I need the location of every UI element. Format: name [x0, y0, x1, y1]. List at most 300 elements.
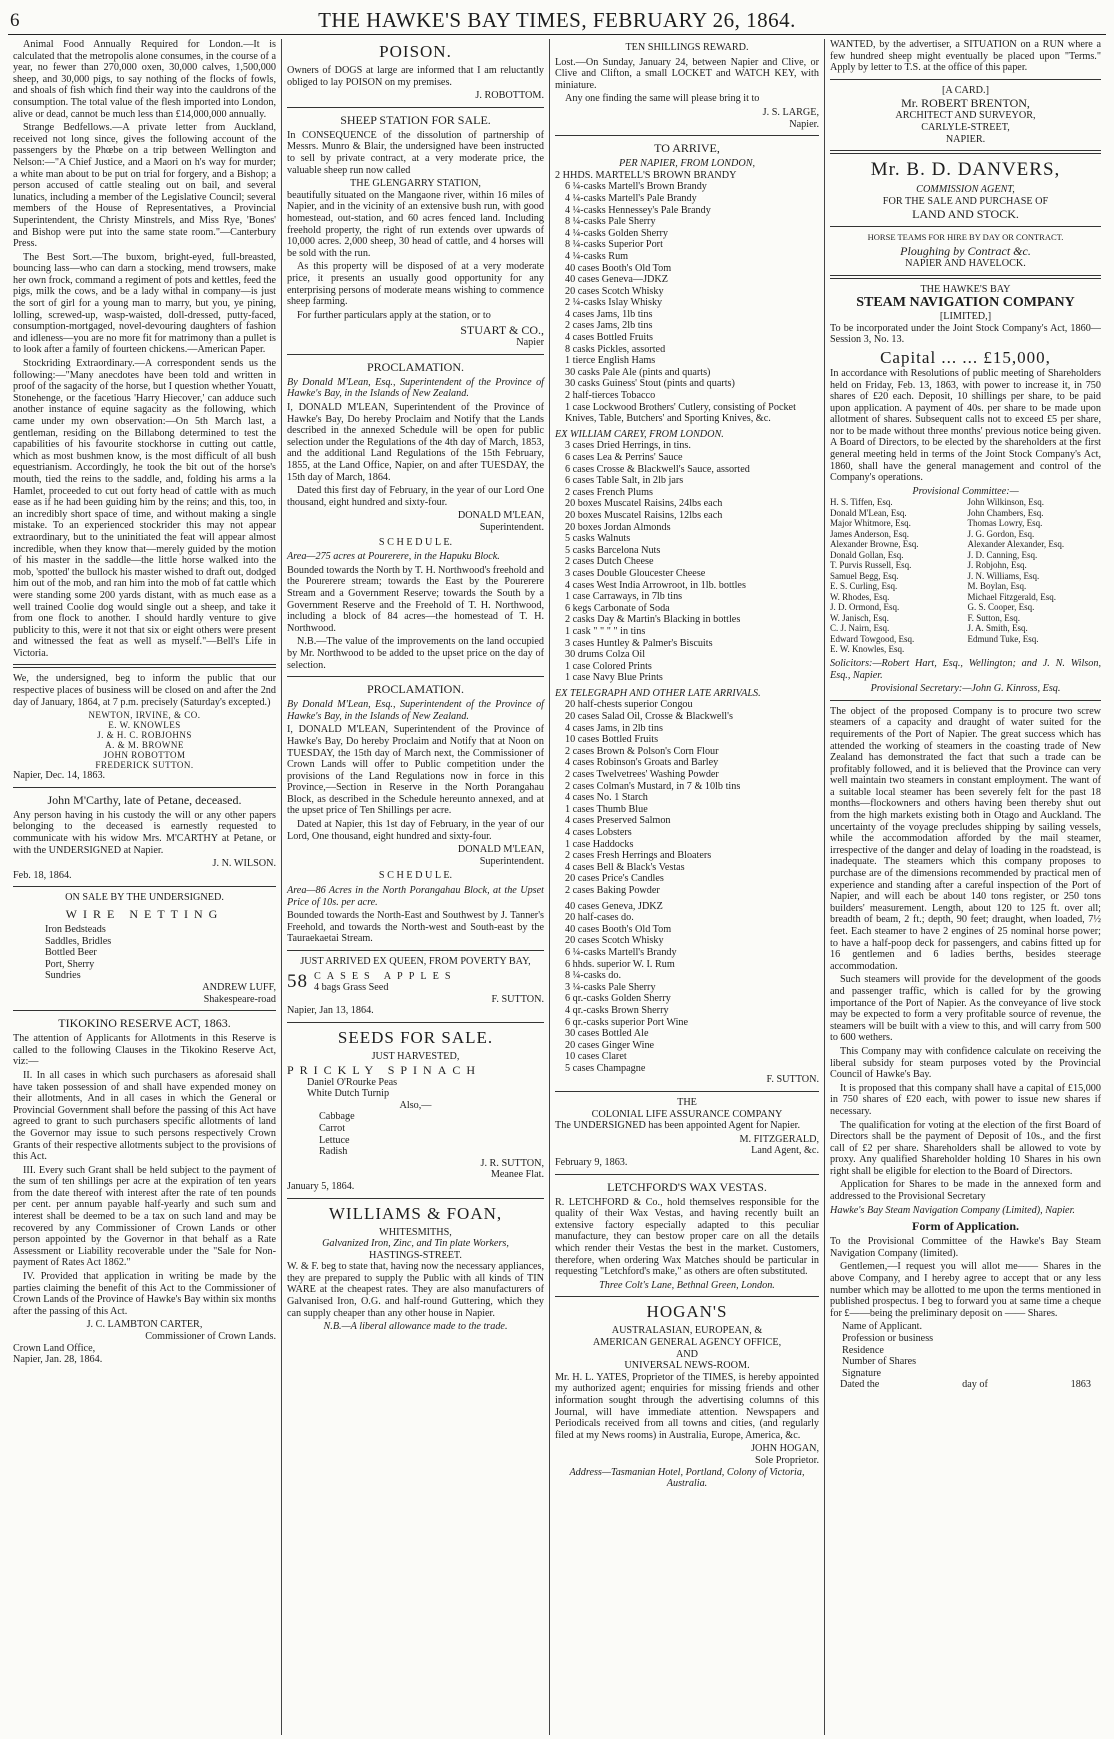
- hogan-title: Sole Proprietor.: [755, 1454, 819, 1466]
- onsale-signature: ANDREW LUFF,: [202, 981, 276, 993]
- list-item: 30 drums Colza Oil: [565, 649, 646, 661]
- divider: [830, 150, 1101, 154]
- list-item: 8 ¼-casks Pale Sherry: [565, 216, 656, 228]
- seeds-spinach: PRICKLY SPINACH: [287, 1062, 482, 1077]
- list-item: 5 casks Walnuts: [565, 533, 631, 545]
- schedule-1-heading: S C H E D U L E.: [378, 536, 453, 548]
- notice-date: Napier, Dec. 14, 1863.: [13, 770, 106, 782]
- list-item: 1 case Colored Prints: [565, 660, 652, 672]
- steam-object-5: The qualification for voting at the election of the first Board of Directors shall be the payment of Deposit of 10s., and the first call of £2 per share. Shareholders shall be allowed to vote by proxy. Any qualified Shareholder holding 10 Shares in his own right shall be eligible for election to the Board of Directors.: [830, 1119, 1101, 1177]
- divider: [287, 354, 544, 355]
- column-1: [8, 39, 282, 1735]
- arrive-heading: TO ARRIVE,: [654, 141, 720, 156]
- form-heading: Form of Application.: [912, 1219, 1019, 1234]
- list-item: Michael Fitzgerald, Esq.: [967, 591, 1056, 602]
- list-item: 2 casks Day & Martin's Blacking in bottles: [565, 614, 741, 626]
- divider: [555, 135, 819, 136]
- provisional-heading: Provisional Committee:—: [912, 485, 1019, 497]
- hogan-sub-1: AUSTRALASIAN, EUROPEAN, &: [611, 1325, 763, 1337]
- list-item: Saddles, Bridles: [45, 935, 112, 947]
- hogan-sub-3: AND: [675, 1348, 699, 1360]
- divider: [13, 664, 276, 668]
- carey-list: [555, 440, 819, 683]
- provisional-secretary: Provisional Secretary:—John G. Kinross, Esq.: [870, 683, 1061, 695]
- proclamation-2-title: Superintendent.: [479, 855, 544, 867]
- arrive-list: [555, 181, 819, 424]
- list-item: Major Whitmore, Esq.: [830, 518, 911, 529]
- list-item: J. G. Gordon, Esq.: [967, 528, 1035, 539]
- signer: J. & H. C. ROBJOHNS: [97, 730, 192, 741]
- list-item: 20 boxes Muscatel Raisins, 12lbs each: [565, 509, 723, 521]
- list-item: T. Purvis Russell, Esq.: [830, 560, 912, 571]
- list-item: J. Robjohn, Esq.: [967, 560, 1027, 571]
- list-item: 1 case Haddocks: [565, 838, 634, 850]
- danvers-places: NAPIER AND HAVELOCK.: [905, 257, 1026, 269]
- list-item: E. S. Curling, Esq.: [830, 581, 898, 592]
- seeds-list: [287, 1077, 544, 1100]
- divider: [13, 886, 276, 887]
- danvers-horse-teams: HORSE TEAMS FOR HIRE BY DAY OR CONTRACT.: [867, 232, 1064, 243]
- hogan-body: Mr. H. L. YATES, Proprietor of the TIMES, is hereby appointed my authorized agent; enquiries for missing friends and other information sought through the advertising columns of this Journal, will have immediate attention. Newspapers and Periodicals received from all towns and cities, (and regularly filed at my News rooms) in Australia, Europe, America, &c.: [555, 1371, 819, 1441]
- steam-limited: [LIMITED,]: [939, 311, 992, 323]
- columns: [8, 39, 1106, 1735]
- divider: [13, 1010, 276, 1011]
- form-dated: Dated the: [840, 1379, 880, 1391]
- list-item: 5 casks Barcelona Nuts: [565, 544, 661, 556]
- proclamation-1-heading: PROCLAMATION.: [366, 359, 464, 374]
- steam-the: THE HAWKE'S BAY: [920, 283, 1011, 295]
- form-dated-row: [830, 1379, 1101, 1391]
- telegraph-list-2: [555, 901, 819, 1075]
- list-item: W. Janisch, Esq.: [830, 612, 889, 623]
- list-item: 6 qr.-casks Golden Sherry: [565, 993, 671, 1005]
- danvers-ploughing: Ploughing by Contract &c.: [900, 243, 1031, 258]
- onsale-heading: ON SALE BY THE UNDERSIGNED.: [65, 892, 224, 904]
- article-bedfellows: Strange Bedfellows.—A private letter from Auckland, received not long since, gives the following account of the passengers by the Phœbe on a trip between Wellington and Nelson:—"A Chief Justice, and a Maori on h's way for murder; a white man about to be put on trial for forgery, and a Bishop; a person accused of cattle stealing out on bail, and several lunatics, including a member of the Legislative Council; several members of the House of Representatives, a Provincial Superintendent, the Christy Minstrels, and Miss Rye, 'Bones' and Bishop were put into the same state room."—Canterbury Press.: [13, 122, 276, 250]
- list-item: 4 cases West India Arrowroot, in 1lb. bottles: [565, 579, 746, 591]
- telegraph-list: [555, 699, 819, 896]
- reward-signature: J. S. LARGE,: [762, 106, 819, 118]
- mccarthy-signature: J. N. WILSON.: [212, 858, 276, 870]
- list-item: 4 cases Preserved Salmon: [565, 815, 671, 827]
- list-item: Samuel Begg, Esq.: [830, 570, 899, 581]
- list-item: 6 ¼-casks Martell's Brandy: [565, 946, 677, 958]
- list-item: 20 cases Price's Candles: [565, 873, 664, 885]
- list-item: Port, Sherry: [45, 958, 95, 970]
- list-item: 6 ¼-casks Martell's Brown Brandy: [565, 181, 707, 193]
- signer: FREDERICK SUTTON.: [95, 760, 194, 771]
- list-item: Donald M'Lean, Esq.: [830, 507, 907, 518]
- list-item: E. W. Knowles, Esq.: [830, 644, 905, 655]
- column-3: [550, 39, 825, 1735]
- list-item: 20 boxes Muscatel Raisins, 24lbs each: [565, 498, 723, 510]
- list-item: 4 qr.-casks Brown Sherry: [565, 1004, 669, 1016]
- list-item: 20 boxes Jordan Almonds: [565, 521, 671, 533]
- hogan-sub-2: AMERICAN GENERAL AGENCY OFFICE,: [592, 1336, 782, 1348]
- poison-signature: J. ROBOTTOM.: [475, 90, 544, 102]
- seeds-list-2: [287, 1111, 544, 1157]
- sheep-place: Napier: [516, 337, 544, 349]
- list-item: 6 hhds. superior W. I. Rum: [565, 958, 675, 970]
- list-item: 4 cases No. 1 Starch: [565, 792, 648, 804]
- notice-closing-body: We, the undersigned, beg to inform the public that our respective places of business will be closed on and after the 2nd day of January, 1864, at 7 p.m. precisely (Saturday's excepted.): [13, 673, 276, 708]
- mccarthy-heading: John M'Carthy, late of Petane, deceased.: [47, 792, 242, 807]
- list-item: Donald Gollan, Esq.: [830, 549, 904, 560]
- proclamation-1-by: By Donald M'Lean, Esq., Superintendent of the Province of Hawke's Bay, in the Islands of New Zealand.: [287, 376, 544, 400]
- steam-capital: Capital ... ... £15,000,: [880, 347, 1051, 367]
- list-item: White Dutch Turnip: [307, 1088, 390, 1100]
- schedule-1-nb: N.B.—The value of the improvements on the land occupied by Mr. Northwood to be added to the upset price on the day of selection.: [287, 636, 544, 671]
- seeds-heading: SEEDS FOR SALE.: [337, 1027, 494, 1047]
- poison-body: Owners of DOGS at large are informed that I am reluctantly obliged to lay POISON on my premises.: [287, 65, 544, 88]
- carey-heading: EX WILLIAM CAREY, FROM LONDON.: [555, 428, 724, 440]
- queen-signature: F. SUTTON.: [491, 993, 544, 1005]
- divider: [287, 676, 544, 677]
- williams-foan-trade: WHITESMITHS,: [379, 1226, 452, 1238]
- divider: [555, 1091, 819, 1092]
- newspaper-title: THE HAWKE'S BAY TIMES, FEBRUARY 26, 1864.: [318, 8, 796, 32]
- article-best-sort: The Best Sort.—The buxom, bright-eyed, full-breasted, bouncing lass—who can darn a stocking, mend trowsers, make her own frock, command a regiment of pots and kettles, feed the pigs, milk the cows, and be a lady withal in company—is just the sort of girl for a young man to marry, but you, ye pining, lolling, screwed-up, wasp-waisted, doll-dressed, putty-faced, consumption-mortgaged, novel-devouring daughters of fashion and idleness—you are no more fit for matrimony than a pullet is to look after a family of fourteen chickens.—American Paper.: [13, 251, 276, 356]
- telegraph-signature: F. SUTTON.: [766, 1074, 819, 1086]
- divider: [13, 787, 276, 788]
- proclamation-2-dated: Dated at Napier, this 1st day of February, in the year of our Lord, One thousand, eight hundred and sixty-four.: [287, 819, 544, 842]
- article-animal-food: Animal Food Annually Required for London.—It is calculated that the metropolis alone consumes, in the course of a year, no fewer than 270,000 oxen, 30,000 calves, 1,500,000 sheep, and 30,000 pigs, to say nothing of the flocks of fowls, and shoals of fish which find their way into the cauldrons of the consumption. The total value of the flesh imported into London, alive or dead, cannot be much less than £14,000,000 annually.: [13, 39, 276, 120]
- form-to: To the Provisional Committee of the Hawke's Bay Steam Navigation Company (limited).: [830, 1236, 1101, 1259]
- colonial-the: THE: [677, 1097, 697, 1109]
- danvers-sub: FOR THE SALE AND PURCHASE OF: [882, 195, 1049, 207]
- list-item: Iron Bedsteads: [45, 924, 106, 935]
- list-item: 2 cases Brown & Polson's Corn Flour: [565, 745, 719, 757]
- list-item: 6 cases Lea & Perrins' Sauce: [565, 452, 683, 463]
- list-item: 20 half-chests superior Congou: [565, 699, 693, 711]
- steam-object-3: This Company may with confidence calculate on receiving the liberal subsidy for steam purposes voted by the Provincial Council of Hawke's Bay.: [830, 1045, 1101, 1081]
- list-item: 4 cases Jams, in 2lb tins: [565, 722, 663, 734]
- reward-heading: TEN SHILLINGS REWARD.: [625, 42, 749, 53]
- queen-quantity: 58: [287, 971, 308, 993]
- list-item: 2 half-tierces Tobacco: [565, 390, 656, 402]
- form-year: 1863: [1070, 1379, 1091, 1391]
- proclamation-2-by: By Donald M'Lean, Esq., Superintendent of the Province of Hawke's Bay, in the Islands of New Zealand.: [287, 699, 544, 722]
- list-item: W. Rhodes, Esq.: [830, 591, 890, 602]
- list-item: 8 ¼-casks Superior Port: [565, 239, 663, 251]
- danvers-name: Mr. B. D. DANVERS,: [870, 159, 1061, 181]
- list-item: 20 cases Ginger Wine: [565, 1039, 655, 1051]
- letchford-address: Three Colt's Lane, Bethnal Green, London.: [599, 1279, 775, 1291]
- list-item: Cabbage: [319, 1111, 355, 1123]
- list-item: 5 cases Champagne: [565, 1062, 646, 1074]
- list-item: Thomas Lowry, Esq.: [967, 518, 1043, 529]
- queen-heading: JUST ARRIVED EX QUEEN, FROM POVERTY BAY,: [300, 956, 531, 967]
- card-label: [A CARD.]: [942, 84, 989, 96]
- divider: [830, 79, 1101, 80]
- hogan-address: Address—Tasmanian Hotel, Portland, Colony of Victoria, Australia.: [569, 1466, 805, 1490]
- form-field: Profession or business: [842, 1333, 934, 1344]
- list-item: 1 case Navy Blue Prints: [565, 672, 663, 684]
- brenton-address: CARLYLE-STREET,: [921, 121, 1010, 133]
- sheep-intro: In CONSEQUENCE of the dissolution of partnership of Messrs. Munro & Blair, the undersigned have been instructed to sell by private contract, at a very moderate price, the valuable sheep run now called: [287, 129, 544, 176]
- list-item: 8 casks Pickles, assorted: [565, 343, 666, 355]
- list-item: Bottled Beer: [45, 947, 97, 959]
- queen-apples: CASES APPLES: [314, 970, 457, 982]
- williams-foan-nb: N.B.—A liberal allowance made to the trade.: [323, 1321, 508, 1333]
- form-body: Gentlemen,—I request you will allot me—— Shares in the above Company, and I hereby agree to accept that or any less number which may be allotted to me upon the terms mentioned in published prospectus. I beg to forward you at same time a cheque for £——being the preliminary deposit on —— Shares.: [830, 1261, 1101, 1319]
- divider: [287, 950, 544, 951]
- seeds-date: January 5, 1864.: [287, 1180, 355, 1192]
- list-item: 40 cases Geneva, JDKZ: [565, 900, 663, 912]
- page-number: 6: [10, 10, 20, 31]
- list-item: 10 cases Bottled Fruits: [565, 734, 659, 746]
- list-item: Daniel O'Rourke Peas: [307, 1076, 398, 1088]
- proclamation-1-dated: Dated this first day of February, in the year of our Lord One thousand, eight hundred and sixty-four.: [287, 485, 544, 508]
- steam-object-6: Application for Shares to be made in the annexed form and addressed to the Provisional Secretary: [830, 1179, 1101, 1203]
- steam-body: In accordance with Resolutions of public meeting of Shareholders held on Friday, Feb. 13, 1863, with power to increase it, in 750 shares of £20 each. Deposit, 10 shillings per share, to be paid upon application. A payment of 40s. per share to be made upon allotment of shares. Subsequent calls not to exceed £5 per share, nor to be made without three months' previous notice being given. A Board of Directors, to be elected by the shareholders at the first general meeting held in terms of the Joint Stock Company's Act, 1860, shall have the general management and control of the Company's operations.: [830, 367, 1101, 484]
- letchford-body: R. LETCHFORD & Co., hold themselves responsible for the quality of their Wax Vestas, and having recently built an extensive factory especially adapted to this peculiar manufacture, they can bestow proper care on all the details which render their Vestas the best in the market. Customers, therefore, when ordering Wax Matches should be particular in requesting "Letchford's make," as others are often substituted.: [555, 1196, 819, 1278]
- reward-place: Napier.: [789, 118, 819, 130]
- proclamation-1-body: I, DONALD M'LEAN, Superintendent of the Province of Hawke's Bay, Do hereby Proclaim and Notify that the Lands described in the annexed Schedule will be open for public selection under the Regulations of the 4th day of March, 1853, and the additional Land Regulations of the 15th February, 1855, at the Land Office, Napier, on and after TUESDAY, the 15th day of March, 1864.: [287, 402, 544, 483]
- queen-grass-seed: 4 bags Grass Seed: [314, 982, 389, 994]
- list-item: 4 cases Jams, 1lb tins: [565, 308, 653, 320]
- list-item: 6 cases Crosse & Blackwell's Sauce, assorted: [565, 463, 750, 475]
- williams-foan-workers: Galvanized Iron, Zinc, and Tin plate Workers,: [322, 1238, 509, 1250]
- steam-object-2: Such steamers will provide for the development of the goods and passenger traffic, which is called for by the growing importance of the Port of Napier. As the conveyance of live stock may be expected to form a very profitable source of revenue, the steamers will be built with a view to this, and will carry from 500 to 600 wethers.: [830, 974, 1101, 1044]
- arrive-subheading: PER NAPIER, FROM LONDON,: [618, 158, 756, 170]
- list-item: Edmund Tuke, Esq.: [967, 633, 1039, 644]
- list-item: 4 cases Bell & Black's Vestas: [565, 861, 685, 873]
- column-2: [282, 39, 550, 1735]
- tikokino-date: Napier, Jan. 28, 1864.: [13, 1354, 103, 1366]
- danvers-sub-2: LAND AND STOCK.: [912, 207, 1019, 222]
- onsale-list: [13, 924, 276, 982]
- list-item: 8 ¼-casks do.: [565, 970, 622, 982]
- list-item: J. D. Ormond, Esq.: [830, 602, 900, 613]
- list-item: 4 ¼-casks Hennessey's Pale Brandy: [565, 204, 711, 216]
- list-item: 2 cases Jams, 2lb tins: [565, 320, 653, 332]
- provisional-list-right: [968, 497, 1102, 655]
- article-stockriding: Stockriding Extraordinary.—A correspondent sends us the following:—"Many anecdotes have been told and written in proof of the sagacity of the horse, but I question whether Youatt, Stonehenge, or the facetious 'Harry Hiecover,' can adduce such another instance of equine sagacity as the following, which came under my own observation:—On 5th March last, a gentleman, residing on the Billabong determined to test the capabilities of his favourite stockhorse in cutting out cattle, which as most bushmen know, is the most difficult of all bush equestrianism. Accordingly, he took the bit out of the horse's mouth, tied the reins to the saddle, and, folding his arms a la Hamlet, proceeded to cut out forty head of cattle with as much ease as if he had been guiding him by the reins; and this, too, in an incredibly short space of time, and without making a single mistake. To an experienced stockrider this may not appear extraordinary, but to the uninitiated the feat will appear almost incredible, when they know that—merely guided by the motion of his master in the saddle—the little horse walked into the mob, 'spotted' the bullock his master wished to draft out, dodged him out of the mob, and ran him into the mob of fat cattle which were standing some 200 yards distant, with as much ease as a well trained Coolie dog would single out a sheep, and take it from one flock to another. I should hardly venture to give publicity to this, were it not that six or eight others were present and witnessed the feat as well as myself."—Bell's Life in Victoria.: [13, 358, 276, 659]
- steam-object-4: It is proposed that this company shall have a capital of £15,000 in 750 shares of £20 each, with power to issue new shares if necessary.: [830, 1082, 1101, 1117]
- divider: [830, 700, 1101, 701]
- proclamation-1-title: Superintendent.: [479, 522, 544, 533]
- divider: [830, 275, 1101, 279]
- colonial-body: The UNDERSIGNED has been appointed Agent for Napier.: [555, 1120, 801, 1132]
- williams-foan-body: W. & F. beg to state that, having now the necessary appliances, they are prepared to supply the Public with all kinds of TIN WARE at the cheapest rates. They are also manufacturers of Galvanised Iron, O.G. and half-round Guttering, which they can supply cheaper than any other house in Napier.: [287, 1261, 544, 1319]
- list-item: J. D. Canning, Esq.: [967, 549, 1038, 560]
- list-item: 3 cases Huntley & Palmer's Biscuits: [565, 637, 713, 649]
- reward-body-2: Any one finding the same will please bring it to: [565, 93, 760, 105]
- list-item: 3 ¼-casks Pale Sherry: [565, 981, 656, 993]
- steam-object-6b: Hawke's Bay Steam Navigation Company (Limited), Napier.: [830, 1204, 1075, 1216]
- sheep-description: beautifully situated on the Mangaone river, within 16 miles of Napier, and in the vicinity of an extensive bush run, with good homestead, out-station, and 60 acres fenced land. Including freehold property, the right of run extends over upwards of 10,000 acres. 2,000 sheep, 30 head of cattle, and 4 horses will be sold with the run.: [287, 189, 544, 259]
- list-item: 20 cases Scotch Whisky: [565, 935, 664, 947]
- tikokino-place: Crown Land Office,: [13, 1342, 96, 1354]
- list-item: 6 qr.-casks superior Port Wine: [565, 1016, 689, 1028]
- list-item: Edward Towgood, Esq.: [830, 633, 915, 644]
- list-item: F. Sutton, Esq.: [967, 612, 1021, 623]
- list-item: Radish: [319, 1146, 348, 1158]
- williams-foan-street: HASTINGS-STREET.: [369, 1249, 462, 1261]
- form-field: Residence: [842, 1344, 884, 1356]
- sheep-price: As this property will be disposed of at a very moderate price, it presents an usually good opportunity for any enterprising persons of moderate means wishing to commence sheep farming.: [287, 261, 544, 308]
- seeds-also: Also,—: [399, 1099, 432, 1111]
- list-item: 20 cases Scotch Whisky: [565, 285, 664, 297]
- schedule-2-body: Bounded towards the North-East and Southwest by J. Tanner's Freehold, and towards the North-west and South-east by the Tauraekaetai Stream.: [287, 910, 544, 945]
- williams-foan-heading: WILLIAMS & FOAN,: [328, 1203, 503, 1223]
- list-item: 2 cases Twelvetrees' Washing Powder: [565, 769, 719, 781]
- list-item: 1 case Carraways, in 7lb tins: [565, 591, 683, 603]
- solicitors: Solicitors:—Robert Hart, Esq., Wellington; and J. N. Wilson, Esq., Napier.: [830, 657, 1101, 681]
- list-item: 30 cases Bottled Ale: [565, 1028, 649, 1040]
- proclamation-2-signature: DONALD M'LEAN,: [457, 844, 544, 856]
- list-item: 4 cases Robinson's Groats and Barley: [565, 757, 719, 769]
- list-item: 1 case Lockwood Brothers' Cutlery, consisting of Pocket Knives, Table, Butchers' and Sporting Knives, &c.: [565, 401, 796, 425]
- hogan-signature: JOHN HOGAN,: [751, 1443, 819, 1455]
- list-item: H. S. Tiffen, Esq.: [830, 497, 893, 508]
- list-item: Sundries: [45, 970, 81, 982]
- signer: NEWTON, IRVINE, & CO.: [88, 710, 201, 721]
- danvers-title: COMMISSION AGENT,: [916, 184, 1015, 196]
- list-item: 20 half-cases do.: [565, 912, 634, 924]
- onsale-wire: WIRE NETTING: [65, 907, 224, 921]
- form-field: Number of Shares: [842, 1356, 917, 1368]
- schedule-1-body: Bounded towards the North by T. H. Northwood's freehold and the Pourerere stream; towards the East by the Pourerere Stream and a Government Reserve; towards the South by a Government Reserve and the Freehold of T. H. Northwood, including a block of 84 acres—the homestead of T. H. Northwood.: [287, 564, 544, 634]
- form-field: Name of Applicant.: [842, 1321, 923, 1333]
- list-item: 2 cases Fresh Herrings and Bloaters: [565, 850, 712, 862]
- signer: A. & M. BROWNE: [105, 740, 184, 751]
- divider: [555, 1296, 819, 1297]
- brenton-place: NAPIER.: [945, 133, 986, 145]
- list-item: 4 ¼-casks Golden Sherry: [565, 227, 668, 239]
- list-item: 1 tierce English Hams: [565, 355, 656, 367]
- list-item: 4 ¼-casks Martell's Pale Brandy: [565, 192, 697, 204]
- provisional-list-left: [830, 497, 964, 655]
- list-item: Alexander Alexander, Esq.: [967, 539, 1065, 550]
- brenton-title: ARCHITECT AND SURVEYOR,: [895, 110, 1036, 122]
- list-item: Alexander Browne, Esq.: [830, 539, 919, 550]
- sheep-contact: For further particulars apply at the station, or to: [297, 309, 491, 321]
- onsale-address: Shakespeare-road: [203, 993, 276, 1005]
- list-item: 4 cases Bottled Fruits: [565, 332, 654, 344]
- tikokino-title: Commissioner of Crown Lands.: [145, 1331, 276, 1342]
- list-item: 2 ¼-casks Islay Whisky: [565, 297, 663, 309]
- list-item: 2 cases Dutch Cheese: [565, 556, 654, 568]
- colonial-title: Land Agent, &c.: [751, 1145, 819, 1157]
- list-item: 2 cases Baking Powder: [565, 884, 660, 896]
- list-item: 40 cases Booth's Old Tom: [565, 262, 672, 274]
- signer: JOHN ROBOTTOM: [103, 750, 186, 761]
- queen-apples-row: [287, 971, 544, 994]
- mccarthy-body: Any person having in his custody the will or any other papers belonging to the deceased is earnestly requested to communicate with his widow Mrs. M'CARTHY at Petane, or with the UNDERSIGNED at Napier.: [13, 809, 276, 856]
- proclamation-2-body: I, DONALD M'LEAN, Superintendent of the Province of Hawke's Bay, Do hereby Proclaim and Notify that at Noon on TUESDAY, the 15th day of March next, the Commissioner of Crown Lands will offer to Public competition under the provisions of the Land Regulations now in force in this Province,—Section in Reserve in the North Porangahau Block, as described in the Schedule hereunto annexed, and at the upset price of Ten Shillings per acre.: [287, 724, 544, 817]
- tikokino-heading: TIKOKINO RESERVE ACT, 1863.: [58, 1016, 231, 1031]
- divider: [287, 107, 544, 108]
- schedule-1-area: Area—275 acres at Pourerere, in the Hapuku Block.: [287, 551, 500, 563]
- list-item: 1 cask " " " " in tins: [565, 625, 646, 637]
- list-item: 2 cases French Plums: [565, 486, 653, 498]
- hogan-sub-4: UNIVERSAL NEWS-ROOM.: [624, 1360, 750, 1372]
- seeds-subheading: JUST HARVESTED,: [371, 1050, 460, 1062]
- colonial-signature: M. FITZGERALD,: [739, 1133, 819, 1145]
- arrive-first-item: 2 HHDS. MARTELL'S BROWN BRANDY: [555, 169, 737, 181]
- mccarthy-date: Feb. 18, 1864.: [13, 869, 72, 881]
- proclamation-2-heading: PROCLAMATION.: [366, 682, 464, 697]
- queen-date: Napier, Jan 13, 1864.: [287, 1005, 374, 1017]
- proclamation-1-signature: DONALD M'LEAN,: [457, 510, 544, 522]
- signer: E. W. KNOWLES: [108, 720, 181, 731]
- steam-incorporated: To be incorporated under the Joint Stock Company's Act, 1860—Session 3, No. 13.: [830, 322, 1101, 346]
- wanted-notice: WANTED, by the advertiser, a SITUATION on a RUN where a few hundred sheep might eventually be placed upon "Terms." Apply by letter to T.S. at the office of this paper.: [830, 39, 1101, 74]
- colonial-date: February 9, 1863.: [555, 1157, 628, 1169]
- form-field: Signature: [842, 1367, 882, 1379]
- seeds-signature: J. R. SUTTON,: [480, 1157, 544, 1169]
- schedule-2-heading: S C H E D U L E.: [378, 870, 453, 882]
- list-item: 3 cases Dried Herrings, in tins.: [565, 440, 691, 452]
- steam-object: The object of the proposed Company is to procure two screw steamers of a capacity and draught of water suited for the requirements of the Port of Napier. The great success which has attended the working of steamers in the coasting trade of New Zealand has demonstrated the fact that such a trade can be profitably followed, and it is believed that the Province can very well maintain two steamers in constant employment. The want of a suitable local steamer has been severely felt for the past 18 months—flockowners and others having been thereby shut out from the high markets existing both in Otago and Auckland. The uncertainty of the voyage precludes shipping by sailing vessels, while the accommodation afforded by the mail steamer, irrespective of the danger and delay of loading in the roadstead, is inadequate. The steamers which this company proposes to purchase are of the dimensions recommended by practical men of experience and standing after a careful inspection of the Port of Napier, and will each be about 140 tons register, or 250 tons builders' measurement. Length, about 120 to 125 ft. over all; breadth of beam, 2 ft.; depth, 90 feet; draught, when loaded, 7½ feet. Each steamer to have 2 engines of 25 nominal horse power; to have a half-poop deck for passengers, and cabins fitted up for 16 gentlemen and 6 ladies berths, besides steerage accommodation.: [830, 705, 1101, 972]
- list-item: 6 kegs Carbonate of Soda: [565, 602, 670, 614]
- divider: [555, 1174, 819, 1175]
- list-item: J. A. Smith, Esq.: [967, 623, 1028, 634]
- list-item: 20 cases Salad Oil, Crosse & Blackwell's: [565, 711, 733, 723]
- list-item: Carrot: [319, 1122, 346, 1134]
- steam-heading: STEAM NAVIGATION COMPANY: [856, 295, 1075, 311]
- schedule-2-area: Area—86 Acres in the North Porangahau Block, at the Upset Price of 10s. per acre.: [287, 885, 544, 908]
- list-item: 6 cases Table Salt, in 2lb jars: [565, 475, 684, 487]
- list-item: 10 cases Claret: [565, 1051, 627, 1063]
- brenton-name: Mr. ROBERT BRENTON,: [901, 96, 1030, 111]
- list-item: 4 ¼-casks Rum: [565, 250, 629, 262]
- poison-heading: POISON.: [379, 42, 452, 61]
- list-item: 30 casks Guiness' Stout (pints and quarts): [565, 378, 735, 390]
- list-item: M. Boylan, Esq.: [967, 581, 1027, 592]
- divider: [287, 1198, 544, 1199]
- letchford-heading: LETCHFORD'S WAX VESTAS.: [607, 1179, 767, 1194]
- list-item: J. N. Williams, Esq.: [967, 570, 1040, 581]
- provisional-committee: [830, 497, 1101, 655]
- list-item: C. J. Nairn, Esq.: [830, 623, 890, 634]
- tikokino-clause-4: IV. Provided that application in writing be made by the parties claiming the benefit of this Act to the Commissioner of Crown Lands of the Province of Hawke's Bay within six months after the passing of this Act.: [13, 1271, 276, 1317]
- form-fields: [830, 1321, 1101, 1379]
- list-item: 2 cases Colman's Mustard, in 7 & 10lb tins: [565, 780, 741, 792]
- sheep-station-name: THE GLENGARRY STATION,: [350, 178, 481, 190]
- tikokino-signature: J. C. LAMBTON CARTER,: [86, 1319, 203, 1331]
- list-item: 1 cases Thumb Blue: [565, 803, 648, 815]
- list-item: Lettuce: [319, 1134, 350, 1146]
- list-item: James Anderson, Esq.: [830, 528, 909, 539]
- list-item: John Wilkinson, Esq.: [967, 497, 1044, 508]
- list-item: 30 casks Pale Ale (pints and quarts): [565, 366, 711, 378]
- sheep-signature: STUART & CO.,: [460, 323, 544, 338]
- divider: [287, 1022, 544, 1023]
- list-item: 4 cases Lobsters: [565, 827, 632, 838]
- list-item: 40 cases Geneva—JDKZ: [565, 274, 668, 286]
- list-item: G. S. Cooper, Esq.: [967, 602, 1035, 613]
- tikokino-clause-2: II. In all cases in which such purchasers as aforesaid shall have taken possession of and shall have expended money on their allotments, And in all cases in which the General or Provincial Government shall before the passing of this Act have agreed to grant to such purchasers specific allotments of land the Governor may issue to such persons respectively Crown Grants of their respective allotments subject to the provisions of this Act.: [13, 1069, 276, 1163]
- divider: [830, 226, 1101, 227]
- masthead: [8, 6, 1106, 35]
- hogan-heading: HOGAN'S: [646, 1302, 728, 1322]
- form-day-of: day of: [962, 1379, 988, 1391]
- list-item: 40 cases Booth's Old Tom: [565, 923, 672, 935]
- sheep-heading: SHEEP STATION FOR SALE.: [340, 112, 491, 127]
- telegraph-heading: EX TELEGRAPH AND OTHER LATE ARRIVALS.: [555, 687, 761, 699]
- list-item: 3 cases Double Gloucester Cheese: [565, 567, 706, 579]
- list-item: John Chambers, Esq.: [967, 507, 1044, 518]
- reward-body: Lost.—On Sunday, January 24, between Napier and Clive, or Clive and Clifton, a small LOCKET and WATCH KEY, with miniature.: [555, 56, 819, 91]
- colonial-heading: COLONIAL LIFE ASSURANCE COMPANY: [591, 1108, 783, 1120]
- seeds-place: Meanee Flat.: [490, 1169, 544, 1181]
- tikokino-intro: The attention of Applicants for Allotments in this Reserve is called to the following Clauses in the Tikokino Reserve Act, viz:—: [13, 1033, 276, 1068]
- tikokino-clause-3: III. Every such Grant shall be held subject to the payment of the sum of ten shillings per acre at the expiration of ten years from the date thereof with interest after the rate of ten pounds per cent. per annum payable half-yearly and such sum and interest shall be deemed to be a tax on such land and may be recovered by any Commissioner of Crown Lands or other person appointed by the Governor in that behalf as a Rate Assessment or Liability recoverable under the "Sale for Non-payment of Rates Act 1862.": [13, 1164, 276, 1269]
- column-4: [825, 39, 1106, 1735]
